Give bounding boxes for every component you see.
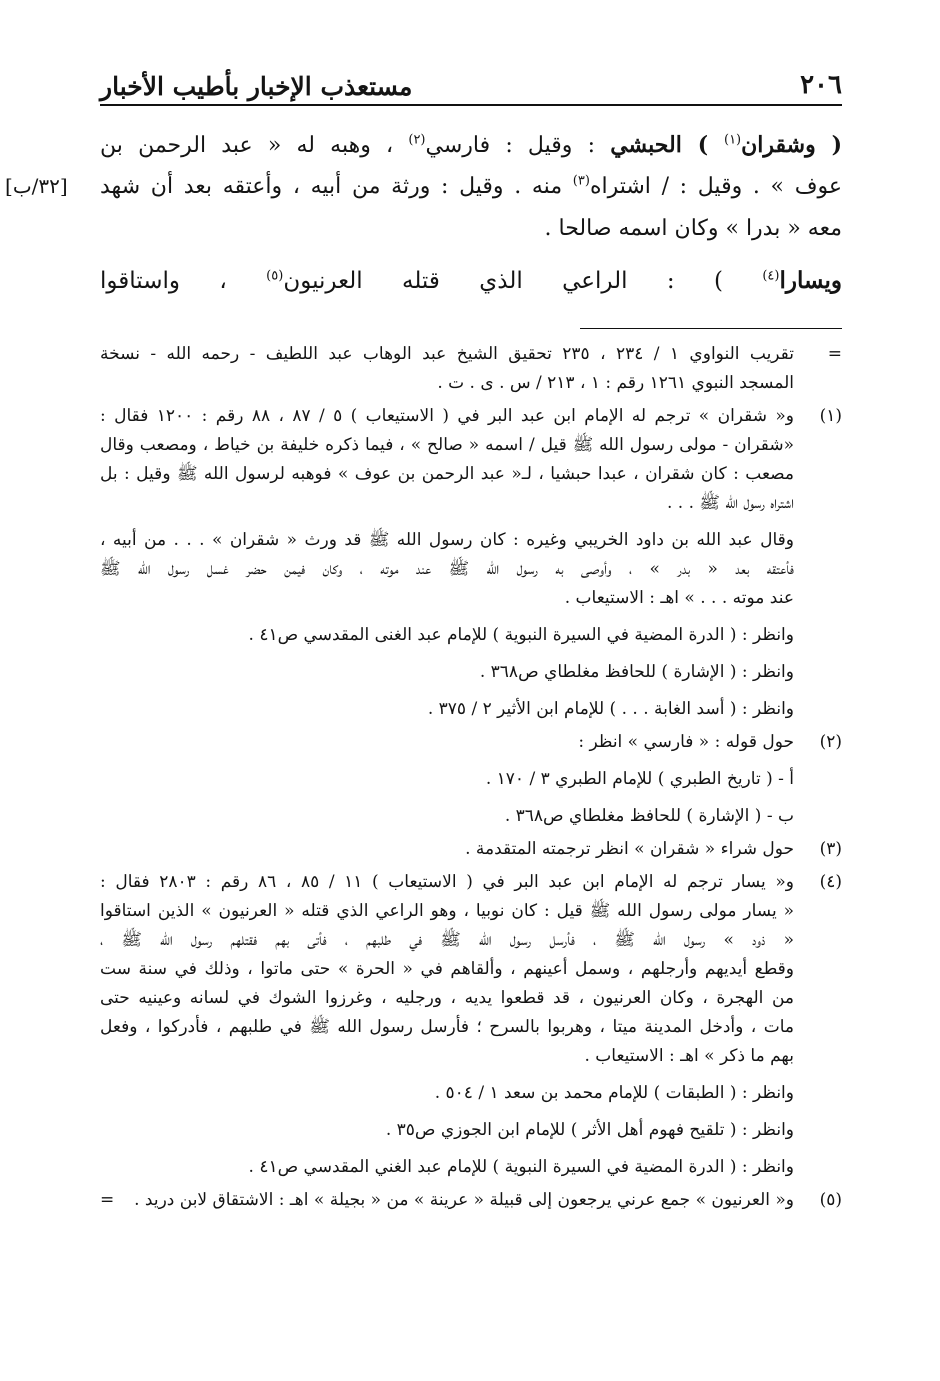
footnote-line: حول قوله : « فارسي » انظر :	[578, 732, 794, 752]
footnote-line: «شقران - مولى رسول الله ﷺ قيل / اسمه « صالح » ، فيما ذكره خليفة بن خياط ، ومصعب وقال	[100, 435, 794, 455]
footnote-item	[100, 1186, 842, 1215]
main-text-span: ، واستاقوا	[100, 268, 267, 294]
footnote-paragraph	[100, 621, 794, 650]
footnote-paragraph	[100, 1079, 794, 1108]
footnote-line: وانظر : ( الدرة المضية في السيرة النبوية ) للإمام عبد الغني المقدسي ص٤١ .	[248, 1157, 794, 1177]
footnote-paragraph	[100, 402, 794, 518]
footnote-line: حول شراء « شقران » انظر ترجمته المتقدمة .	[465, 839, 794, 859]
footnote-line: وانظر : ( الإشارة ) للحافظ مغلطاي ص٣٦٨ .	[479, 662, 794, 682]
footnote-marker: (٣)	[819, 839, 842, 859]
main-line	[100, 124, 842, 166]
footnote-line: عند موته . . . » اهـ : الاستيعاب .	[564, 588, 794, 608]
footnote-paragraph	[100, 802, 794, 831]
footnote-line: وقطع أيديهم وأرجلهم ، وسمل أعينهم ، وألقاهم في « الحرة » حتى ماتوا ، وذلك في سنة ست	[100, 959, 794, 979]
name-shuqran: ( وشقران	[741, 132, 842, 158]
footnote-item	[100, 868, 842, 1182]
footnote-line: بهم ما ذكر » اهـ : الاستيعاب .	[584, 1046, 794, 1066]
footnote-paragraph	[100, 835, 794, 864]
footnote-line: وانظر : ( تلقيح فهوم أهل الأثر ) للإمام ابن الجوزي ص٣٥ .	[385, 1120, 794, 1140]
footnote-paragraph	[100, 1153, 794, 1182]
footnote-marker: (١)	[819, 406, 842, 426]
main-text-span: ) : الراعي الذي قتله العرنيون	[283, 268, 763, 294]
book-title: مستعذب الإخبار بأطيب الأخبار	[100, 72, 413, 101]
main-text	[5, 124, 842, 312]
footnote-ref: (٤)	[762, 268, 780, 284]
footnote-paragraph	[100, 868, 794, 1071]
footnote-paragraph	[100, 695, 794, 724]
footnote-line: وانظر : ( أسد الغابة . . . ) للإمام ابن الأثير ٢ / ٣٧٥ .	[427, 699, 794, 719]
footnote-line: من الهجرة ، وكان العرنيون ، قد قطعوا يديه ، ورجليه ، وغرزوا الشوك في لسانه وعينيه حتى	[100, 988, 794, 1008]
footnote-marker: (٥)	[819, 1190, 842, 1210]
footnote-line: فأعتقه بعد « بدر » ، وأوصى به رسول الله ﷺ عند موته ، وكان فيمن حضر غسل رسول الله ﷺ	[100, 559, 794, 579]
footnote-item	[100, 835, 842, 864]
footnote-paragraph	[100, 728, 794, 757]
footnote-continuation	[100, 340, 842, 398]
main-line	[100, 250, 842, 312]
page-header	[100, 70, 842, 104]
footnote-ref: (١)	[723, 132, 742, 148]
main-text-span: ، وهبه له « عبد الرحمن بن	[100, 133, 409, 158]
footnote-line: و« العرنيون » جمع عرني يرجعون إلى قبيلة « عرينة » من « بجيلة » اهـ : الاشتقاق لابن دريد .	[134, 1190, 794, 1210]
footnote-line: وانظر : ( الطبقات ) للإمام محمد بن سعد ١ / ٥٠٤ .	[434, 1083, 794, 1103]
main-line	[100, 166, 842, 208]
footnote-line: وقال عبد الله بن داود الخريبي وغيره : كان رسول الله ﷺ قد ورث « شقران » . . . من أبيه ،	[100, 530, 794, 550]
footnote-line: وانظر : ( الدرة المضية في السيرة النبوية ) للإمام عبد الغنى المقدسي ص٤١ .	[248, 625, 794, 645]
footnote-paragraph	[100, 1116, 794, 1145]
footnote-line: المسجد النبوي ١٢٦١ رقم : ١ ، ٢١٣ / س . ى . ت .	[437, 373, 794, 393]
header-rule	[100, 104, 842, 106]
main-text-span: عوف » . وقيل : / اشتراه	[589, 174, 842, 199]
footnote-line: « يسار مولى رسول الله ﷺ قيل : كان نوبيا ، وهو الراعي الذي قتله « العرنيون » الذين استاقوا	[100, 901, 794, 921]
footnote-line: مات ، وأدخل المدينة ميتا ، وهربوا بالسرح ؛ فأرسل رسول الله ﷺ في طلبهم ، فأدركوا ، وفعل	[100, 1017, 794, 1037]
margin-folio-note: [٣٢/ب]	[5, 174, 68, 198]
footnote-marker: =	[827, 344, 842, 364]
footnote-line: مصعب : كان شقران ، عبدا حبشيا ، لـ« عبد الرحمن بن عوف » فوهبه لرسول الله ﷺ وقيل : بل	[100, 464, 794, 484]
main-line: معه « بدرا » وكان اسمه صالحا .	[544, 216, 842, 241]
footnote-ref: (٥)	[266, 268, 284, 284]
footnote-line: « ذود » رسول الله ﷺ ، فأرسل رسول الله ﷺ في طلبهم ، فأتى بهم فقتلهم رسول الله ﷺ ،	[100, 930, 794, 950]
footnote-ref: (٣)	[572, 173, 590, 189]
footnote-ref: (٢)	[408, 132, 426, 148]
footnote-item	[100, 402, 842, 724]
footnotes	[100, 340, 842, 1219]
footnote-paragraph	[100, 1186, 794, 1215]
footnote-line: أ - ( تاريخ الطبري ) للإمام الطبري ٣ / ١٧٠ .	[485, 769, 794, 789]
footnote-line: تقريب النواوي ١ / ٢٣٤ ، ٢٣٥ تحقيق الشيخ عبد الوهاب عبد اللطيف - رحمه الله - نسخة	[100, 344, 794, 364]
footnote-line: اشتراه رسول الله ﷺ . . .	[666, 493, 794, 513]
main-text-span: : وقيل : فارسي	[425, 133, 611, 158]
footnote-separator	[580, 328, 842, 329]
footnote-paragraph	[100, 765, 794, 794]
footnote-paragraph	[100, 658, 794, 687]
footnote-line: ب - ( الإشارة ) للحافظ مغلطاي ص٣٦٨ .	[504, 806, 794, 826]
footnote-line: و« يسار ترجم له الإمام ابن عبد البر في ( الاستيعاب ) ١١ / ٨٥ ، ٨٦ رقم : ٢٨٠٣ فقال :	[100, 872, 794, 892]
footnote-item	[100, 728, 842, 831]
footnote-marker: (٢)	[819, 732, 842, 752]
page-number: ٢٠٦	[800, 70, 842, 100]
name-habashi: ) الحبشي	[610, 132, 724, 158]
footnote-marker: (٤)	[819, 872, 842, 892]
main-text-span: منه . وقيل : ورثة من أبيه ، وأعتقه بعد أن شهد	[100, 174, 573, 199]
name-yasar: ويسارا	[779, 267, 842, 294]
footnote-paragraph	[100, 526, 794, 613]
continuation-mark: =	[100, 1190, 115, 1210]
footnote-line: و« شقران » ترجم له الإمام ابن عبد البر في ( الاستيعاب ) ٥ / ٨٧ ، ٨٨ رقم : ١٢٠٠ فقال :	[100, 406, 794, 426]
